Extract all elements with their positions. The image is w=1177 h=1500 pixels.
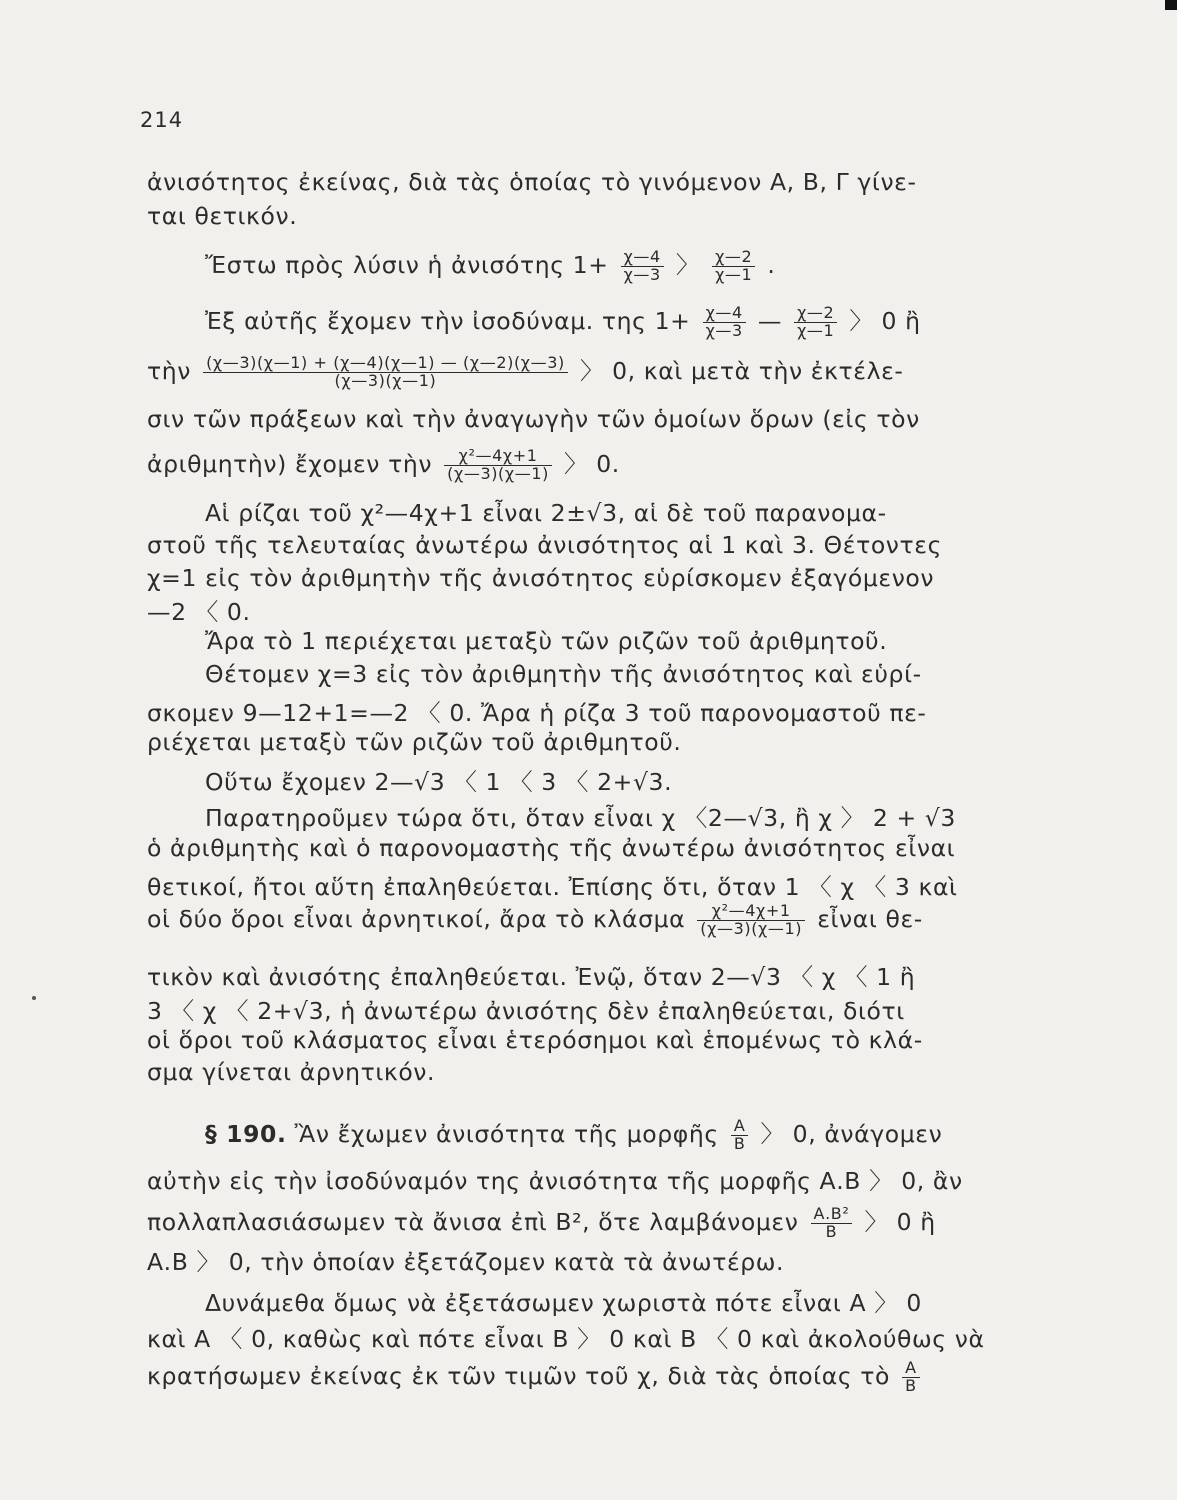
denominator: χ—1 (715, 265, 753, 284)
fraction (444, 448, 552, 483)
text-line (205, 1115, 1130, 1153)
text-line: Δυνάμεθα ὅμως νὰ ἐξετάσωμεν χωριστὰ πότε εἶναι Α 〉 0 (205, 1289, 922, 1317)
text-line (205, 302, 1130, 340)
text-line (147, 352, 1072, 390)
symbol: 〉 0 ἢ (849, 307, 921, 335)
symbol: 〉 (675, 251, 701, 279)
text-line: Α.Β 〉 0, τὴν ὁποίαν ἐξετάζομεν κατὰ τὰ ἀνωτέρω. (147, 1248, 785, 1276)
page-number: 214 (140, 108, 184, 132)
text-run: 〉 0. (564, 450, 620, 478)
denominator: Β (905, 1375, 917, 1395)
fraction (712, 249, 755, 284)
scan-corner-mark (1165, 0, 1177, 10)
fraction (621, 249, 664, 284)
text-line: ἀνισότητος ἐκείνας, διὰ τὰς ὁποίας τὸ γινόμενον Α, Β, Γ γίνε- (147, 168, 917, 196)
text-line: ριέχεται μεταξὺ τῶν ριζῶν τοῦ ἀριθμητοῦ. (147, 728, 682, 756)
text-line: ται θετικόν. (147, 202, 298, 230)
section-number: § 190. (205, 1120, 287, 1148)
text-line: οἱ ὅροι τοῦ κλάσματος εἶναι ἑτερόσημοι καὶ ἑπομένως τὸ κλά- (147, 1026, 923, 1054)
fraction (731, 1118, 749, 1153)
text-run: εἶναι θε- (817, 904, 923, 933)
numerator: χ—2 (794, 305, 837, 323)
denominator: χ—3 (705, 321, 743, 340)
numerator: χ²—4χ+1 (444, 448, 552, 466)
symbol: — (757, 307, 782, 335)
text-line: αὐτὴν εἰς τὴν ἰσοδύναμόν της ἀνισότητα τῆς μορφῆς Α.Β 〉 0, ἂν (147, 1167, 963, 1195)
text-line: —2 〈 0. (147, 598, 251, 626)
numerator: Α (731, 1118, 749, 1136)
text-run: Ἔστω πρὸς λύσιν ἡ ἀνισότης 1+ (205, 251, 609, 279)
text-line: σμα γίνεται ἀρνητικόν. (147, 1058, 436, 1086)
symbol: . (767, 251, 776, 279)
numerator: χ—4 (703, 305, 746, 323)
numerator: χ—2 (712, 249, 755, 267)
fraction (794, 305, 837, 340)
text-line: τικὸν καὶ ἀνισότης ἐπαληθεύεται. Ἐνῷ, ὅταν 2—√3 〈 χ 〈 1 ἢ (147, 963, 916, 991)
text-line (147, 1203, 1072, 1241)
numerator: Α.Β² (811, 1206, 853, 1224)
text-run: οἱ δύο ὅροι εἶναι ἀρνητικοί, ἄρα τὸ κλάσμα (147, 904, 686, 933)
text-run: ἀριθμητὴν) ἔχομεν τὴν (147, 450, 433, 478)
text-line: καὶ Α 〈 0, καθὼς καὶ πότε εἶναι Β 〉 0 καὶ Β 〈 0 καὶ ἀκολούθως νὰ (147, 1325, 985, 1353)
fraction (697, 903, 805, 938)
text-line: χ=1 εἰς τὸν ἀριθμητὴν τῆς ἀνισότητος εὑρίσκομεν ἐξαγόμενον (147, 564, 935, 592)
numerator: (χ—3)(χ—1) + (χ—4)(χ—1) — (χ—2)(χ—3) (203, 355, 568, 373)
text-line: θετικοί, ἤτοι αὕτη ἐπαληθεύεται. Ἐπίσης ὅτι, ὅταν 1 〈 χ 〈 3 καὶ (147, 873, 958, 901)
denominator: (χ—3)(χ—1) (700, 918, 803, 938)
fraction (811, 1206, 853, 1241)
scan-speck (32, 996, 36, 1000)
denominator: Β (733, 1134, 746, 1153)
text-line: σιν τῶν πράξεων καὶ τὴν ἀναγωγὴν τῶν ὁμοίων ὅρων (εἰς τὸν (147, 405, 920, 433)
text-line: Οὕτω ἔχομεν 2—√3 〈 1 〈 3 〈 2+√3. (205, 768, 673, 796)
text-run: 〉 0, ἀνάγομεν (760, 1120, 943, 1148)
denominator: χ—3 (623, 265, 661, 284)
text-line: Αἱ ρίζαι τοῦ χ²—4χ+1 εἶναι 2±√3, αἱ δὲ τοῦ παρανομα- (205, 499, 887, 527)
text-run: Ἂν ἔχωμεν ἀνισότητα τῆς μορφῆς (294, 1120, 719, 1148)
text-line: ὁ ἀριθμητὴς καὶ ὁ παρονομαστὴς τῆς ἀνωτέρω ἀνισότητος εἶναι (147, 834, 956, 862)
text-run: πολλαπλασιάσωμεν τὰ ἄνισα ἐπὶ Β², ὅτε λαμβάνομεν (147, 1208, 799, 1236)
numerator: χ²—4χ+1 (697, 903, 805, 921)
fraction (203, 355, 568, 390)
text-line (205, 246, 1130, 284)
denominator: χ—1 (797, 321, 835, 340)
fraction (703, 305, 746, 340)
text-run: Ἐξ αὐτῆς ἔχομεν τὴν ἰσοδύναμ. της 1+ (205, 307, 691, 335)
text-run: τὴν (147, 357, 191, 385)
text-line (147, 445, 1072, 483)
text-line: Θέτομεν χ=3 εἰς τὸν ἀριθμητὴν τῆς ἀνισότητος καὶ εὑρί- (205, 660, 922, 688)
text-line (147, 903, 1072, 938)
denominator: Β (825, 1222, 838, 1241)
text-run: 〉 0 ἢ (864, 1208, 936, 1236)
text-run: κρατήσωμεν ἐκείνας ἐκ τῶν τιμῶν τοῦ χ, διὰ τὰς ὁποίας τὸ (147, 1361, 891, 1390)
text-line: Παρατηροῦμεν τώρα ὅτι, ὅταν εἶναι χ 〈2—√3, ἢ χ 〉 2 + √3 (205, 804, 956, 832)
text-line: Ἄρα τὸ 1 περιέχεται μεταξὺ τῶν ριζῶν τοῦ ἀριθμητοῦ. (205, 627, 888, 655)
denominator: (χ—3)(χ—1) (447, 464, 549, 483)
denominator: (χ—3)(χ—1) (334, 371, 437, 390)
text-line: σκομεν 9—12+1=—2 〈 0. Ἄρα ἡ ρίζα 3 τοῦ παρονομαστοῦ πε- (147, 699, 927, 727)
numerator: χ—4 (621, 249, 664, 267)
numerator: Α (902, 1360, 920, 1378)
text-line: 3 〈 χ 〈 2+√3, ἡ ἀνωτέρω ἀνισότης δὲν ἐπαληθεύεται, διότι (147, 997, 905, 1025)
text-run: 〉 0, καὶ μετὰ τὴν ἐκτέλε- (579, 357, 904, 385)
text-line: στοῦ τῆς τελευταίας ἀνωτέρω ἀνισότητος αἱ 1 καὶ 3. Θέτοντες (147, 531, 942, 559)
text-line (147, 1360, 1072, 1395)
fraction (902, 1360, 920, 1395)
